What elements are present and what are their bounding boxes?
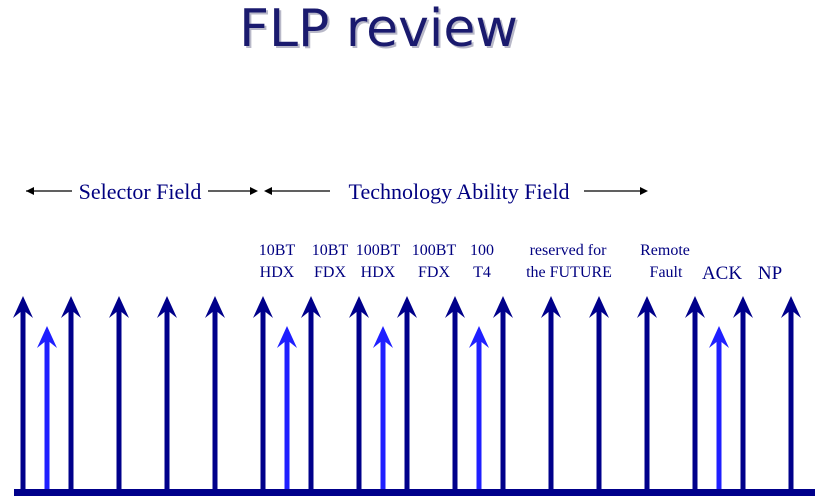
clock-pulse-arrow [541,296,561,492]
bit-labels [259,242,782,284]
clock-pulse-arrow-shaft [69,310,74,492]
bit-label-10bt-fdx-line1: 10BT [311,242,349,259]
clock-pulse-arrow-shaft [453,310,458,492]
data-pulse-arrow [373,326,393,492]
data-pulse-arrow [709,326,729,492]
clock-pulse-arrow [61,296,81,492]
clock-pulse-arrow-shaft [597,310,602,492]
clock-pulse-arrow [493,296,513,492]
slide-title: FLP review [239,0,518,59]
data-pulse-arrow-shaft [45,340,50,492]
bit-label-10bt-hdx-line1: 10BT [258,242,296,259]
bit-label-100bt-fdx-line2: FDX [417,264,451,281]
technology-field-range [264,179,648,204]
clock-pulse-arrow-shaft [741,310,746,492]
clock-pulse-arrow [349,296,369,492]
clock-pulse-arrow [397,296,417,492]
technology-right-arrowhead [640,187,648,195]
baseline [14,489,815,496]
clock-pulse-arrow [13,296,33,492]
bit-label-reserved-line1: reserved for [529,242,607,259]
pulse-train [13,296,801,492]
clock-pulse-arrow-shaft [693,310,698,492]
technology-field-label: Technology Ability Field [348,179,570,204]
clock-pulse-arrow [301,296,321,492]
data-pulse-arrow [277,326,297,492]
selector-field-range [26,179,258,204]
clock-pulse-arrow-shaft [309,310,314,492]
bit-label-remote-fault-line2: Fault [649,264,683,281]
clock-pulse-arrow [733,296,753,492]
clock-pulse-arrow-shaft [405,310,410,492]
clock-pulse-arrow [109,296,129,492]
clock-pulse-arrow [637,296,657,492]
bit-label-100bt-fdx-line1: 100BT [411,242,457,259]
data-pulse-arrow-shaft [285,340,290,492]
selector-right-arrowhead [250,187,258,195]
data-pulse-arrow [469,326,489,492]
selector-left-arrowhead [26,187,34,195]
bit-label-np: NP [757,263,783,284]
clock-pulse-arrow-shaft [549,310,554,492]
bit-label-10bt-hdx-line2: HDX [259,264,295,281]
data-pulse-arrow-shaft [477,340,482,492]
clock-pulse-arrow-shaft [501,310,506,492]
clock-pulse-arrow [205,296,225,492]
bit-label-100-t4-line1: 100 [470,242,494,259]
clock-pulse-arrow [253,296,273,492]
clock-pulse-arrow [685,296,705,492]
bit-label-100-t4-line2: T4 [473,264,491,281]
clock-pulse-arrow [157,296,177,492]
data-pulse-arrow-shaft [717,340,722,492]
clock-pulse-arrow-shaft [645,310,650,492]
clock-pulse-arrow-shaft [213,310,218,492]
bit-label-reserved-line2: the FUTURE [526,264,612,281]
technology-left-arrowhead [264,187,272,195]
bit-label-100bt-hdx-line1: 100BT [355,242,401,259]
bit-label-100bt-hdx-line2: HDX [360,264,396,281]
clock-pulse-arrow-shaft [117,310,122,492]
clock-pulse-arrow-shaft [357,310,362,492]
clock-pulse-arrow-shaft [21,310,26,492]
clock-pulse-arrow-shaft [789,310,794,492]
clock-pulse-arrow [589,296,609,492]
selector-field-label: Selector Field [78,179,202,204]
clock-pulse-arrow-shaft [261,310,266,492]
clock-pulse-arrow [781,296,801,492]
bit-label-ack: ACK [701,263,743,284]
data-pulse-arrow [37,326,57,492]
clock-pulse-arrow-shaft [165,310,170,492]
bit-label-10bt-fdx-line2: FDX [313,264,347,281]
data-pulse-arrow-shaft [381,340,386,492]
clock-pulse-arrow [445,296,465,492]
bit-label-remote-fault-line1: Remote [640,242,690,259]
